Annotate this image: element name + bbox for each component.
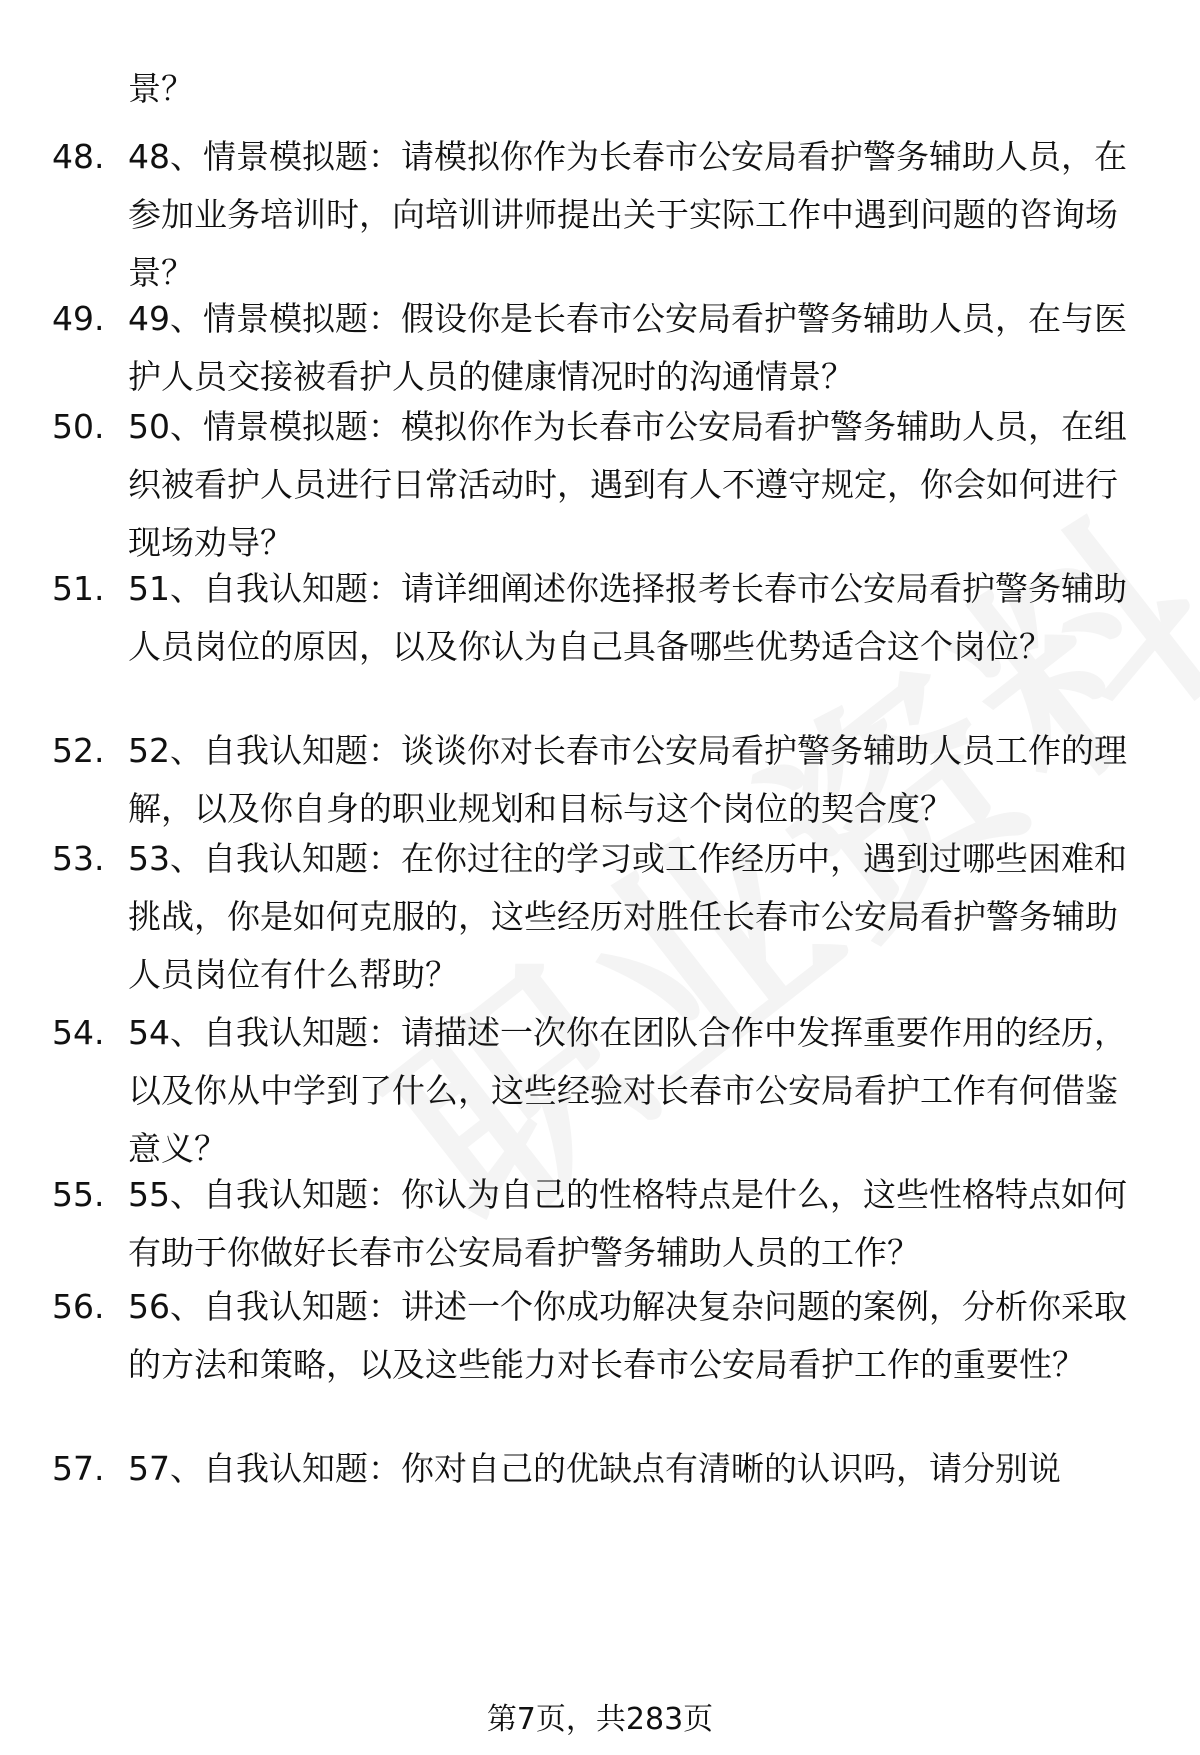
question-text: 55、自我认知题：你认为自己的性格特点是什么，这些性格特点如何有助于你做好长春市公安局看护警务辅助人员的工作？ [128,1175,1127,1272]
question-number: 54. [52,1013,105,1052]
page-footer: 第7页，共283页 [486,1702,714,1737]
question-number: 56. [52,1287,105,1326]
question-text: 56、自我认知题：讲述一个你成功解决复杂问题的案例，分析你采取的方法和策略，以及这些能力对长春市公安局看护工作的重要性？ [128,1287,1127,1384]
question-text: 52、自我认知题：谈谈你对长春市公安局看护警务辅助人员工作的理解，以及你自身的职业规划和目标与这个岗位的契合度？ [128,731,1127,828]
question-number: 57. [52,1449,105,1488]
question-number: 51. [52,569,105,608]
question-text: 53、自我认知题：在你过往的学习或工作经历中，遇到过哪些困难和挑战，你是如何克服的，这些经历对胜任长春市公安局看护警务辅助人员岗位有什么帮助？ [128,839,1127,994]
question-number: 48. [52,137,105,176]
continued-text: 景？ [128,69,194,108]
question-number: 50. [52,407,105,446]
question-text: 54、自我认知题：请描述一次你在团队合作中发挥重要作用的经历，以及你从中学到了什么，这些经验对长春市公安局看护工作有何借鉴意义？ [128,1013,1127,1168]
question-number: 52. [52,731,105,770]
question-number: 53. [52,839,105,878]
question-text: 57、自我认知题：你对自己的优缺点有清晰的认识吗，请分别说 [128,1449,1061,1488]
question-number: 49. [52,299,105,338]
question-text: 48、情景模拟题：请模拟你作为长春市公安局看护警务辅助人员，在参加业务培训时，向培训讲师提出关于实际工作中遇到问题的咨询场景？ [128,137,1127,292]
question-text: 51、自我认知题：请详细阐述你选择报考长春市公安局看护警务辅助人员岗位的原因，以及你认为自己具备哪些优势适合这个岗位？ [128,569,1127,666]
question-number: 55. [52,1175,105,1214]
question-text: 49、情景模拟题：假设你是长春市公安局看护警务辅助人员，在与医护人员交接被看护人员的健康情况时的沟通情景？ [128,299,1127,396]
question-text: 50、情景模拟题：模拟你作为长春市公安局看护警务辅助人员，在组织被看护人员进行日常活动时，遇到有人不遵守规定，你会如何进行现场劝导？ [128,407,1127,562]
